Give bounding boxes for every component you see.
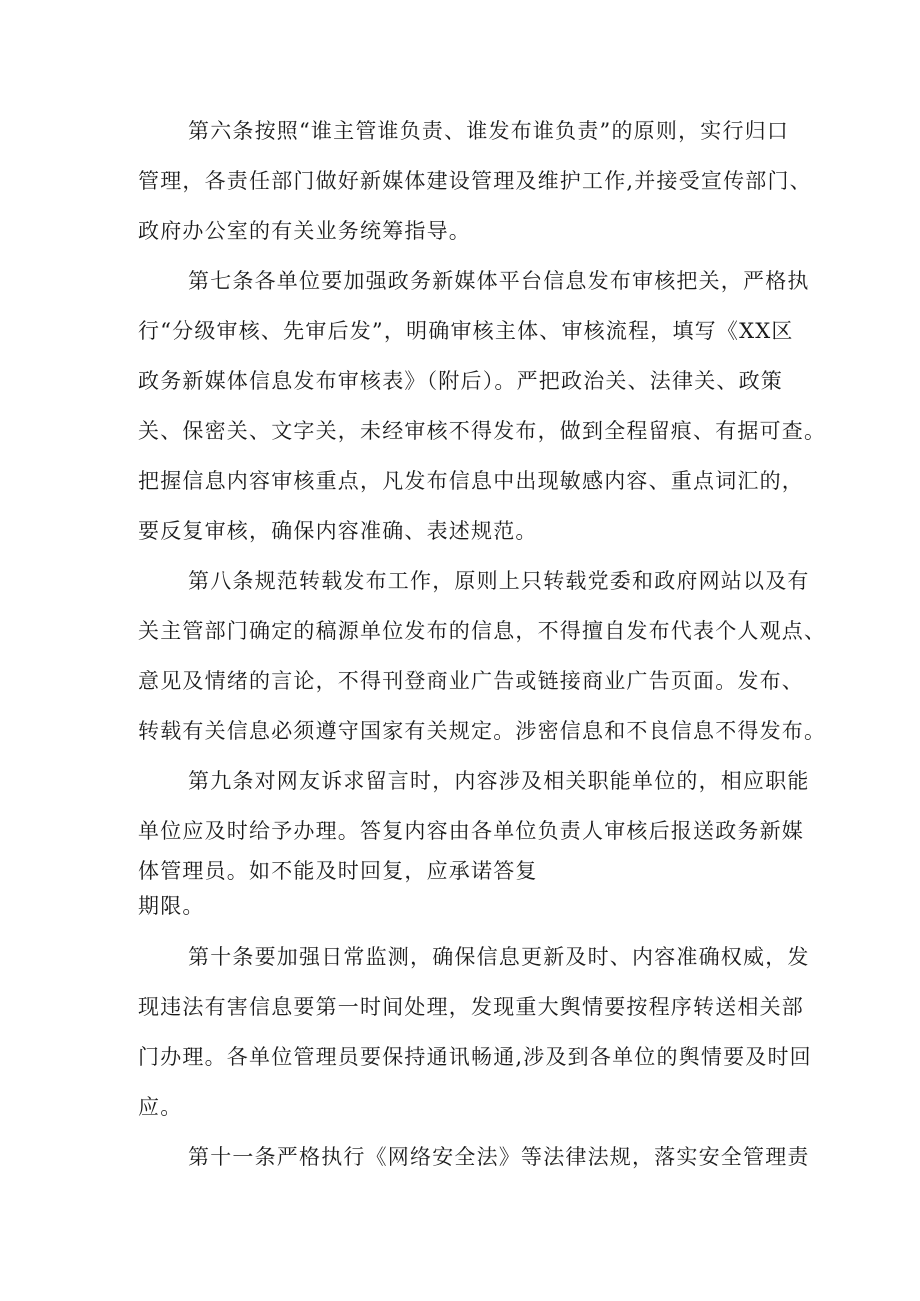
- article-9-line-3: 体管理员。如不能及时回复，应承诺答复: [138, 859, 538, 883]
- article-10-line-3: 门办理。各单位管理员要保持通讯畅通,涉及到各单位的舆情要及时回: [138, 1045, 812, 1069]
- article-8-line-2: 关主管部门确定的稿源单位发布的信息，不得擅自发布代表个人观点、: [138, 619, 827, 643]
- article-8-line-1: 第八条规范转载发布工作，原则上只转载党委和政府网站以及有: [188, 569, 810, 593]
- article-6-line-2: 管理，各责任部门做好新媒体建设管理及维护工作,并接受宣传部门、: [138, 169, 812, 193]
- article-8-line-3: 意见及情绪的言论，不得刊登商业广告或链接商业广告页面。发布、: [138, 669, 804, 693]
- article-10-line-1: 第十条要加强日常监测，确保信息更新及时、内容准确权威，发: [188, 945, 810, 969]
- article-10-line-4: 应。: [138, 1095, 183, 1119]
- article-7-line-3: 政务新媒体信息发布审核表》（附后）。严把政治关、法律关、政策: [138, 369, 783, 393]
- article-7-line-6: 要反复审核，确保内容准确、表述规范。: [138, 519, 538, 543]
- article-7-line-5: 把握信息内容审核重点，凡发布信息中出现敏感内容、重点词汇的，: [138, 469, 804, 493]
- article-9-line-2: 单位应及时给予办理。答复内容由各单位负责人审核后报送政务新媒: [138, 819, 804, 843]
- article-9-line-1: 第九条对网友诉求留言时，内容涉及相关职能单位的，相应职能: [188, 769, 810, 793]
- article-6-line-3: 政府办公室的有关业务统筹指导。: [138, 219, 471, 243]
- article-10-line-2: 现违法有害信息要第一时间处理，发现重大舆情要按程序转送相关部: [138, 995, 804, 1019]
- article-7-line-4: 关、保密关、文字关，未经审核不得发布，做到全程留痕、有据可查。: [138, 419, 827, 443]
- article-11-line-1: 第十一条严格执行《网络安全法》等法律法规，落实安全管理责: [188, 1145, 810, 1169]
- article-9-line-4: 期限。: [138, 894, 205, 918]
- article-8-line-4: 转载有关信息必须遵守国家有关规定。涉密信息和不良信息不得发布。: [138, 719, 827, 743]
- article-6-line-1: 第六条按照“谁主管谁负责、谁发布谁负责”的原则，实行归口: [188, 119, 790, 143]
- article-7-line-1: 第七条各单位要加强政务新媒体平台信息发布审核把关，严格执: [188, 269, 810, 293]
- article-7-line-2: 行“分级审核、先审后发”，明确审核主体、审核流程，填写《XX区: [138, 319, 794, 343]
